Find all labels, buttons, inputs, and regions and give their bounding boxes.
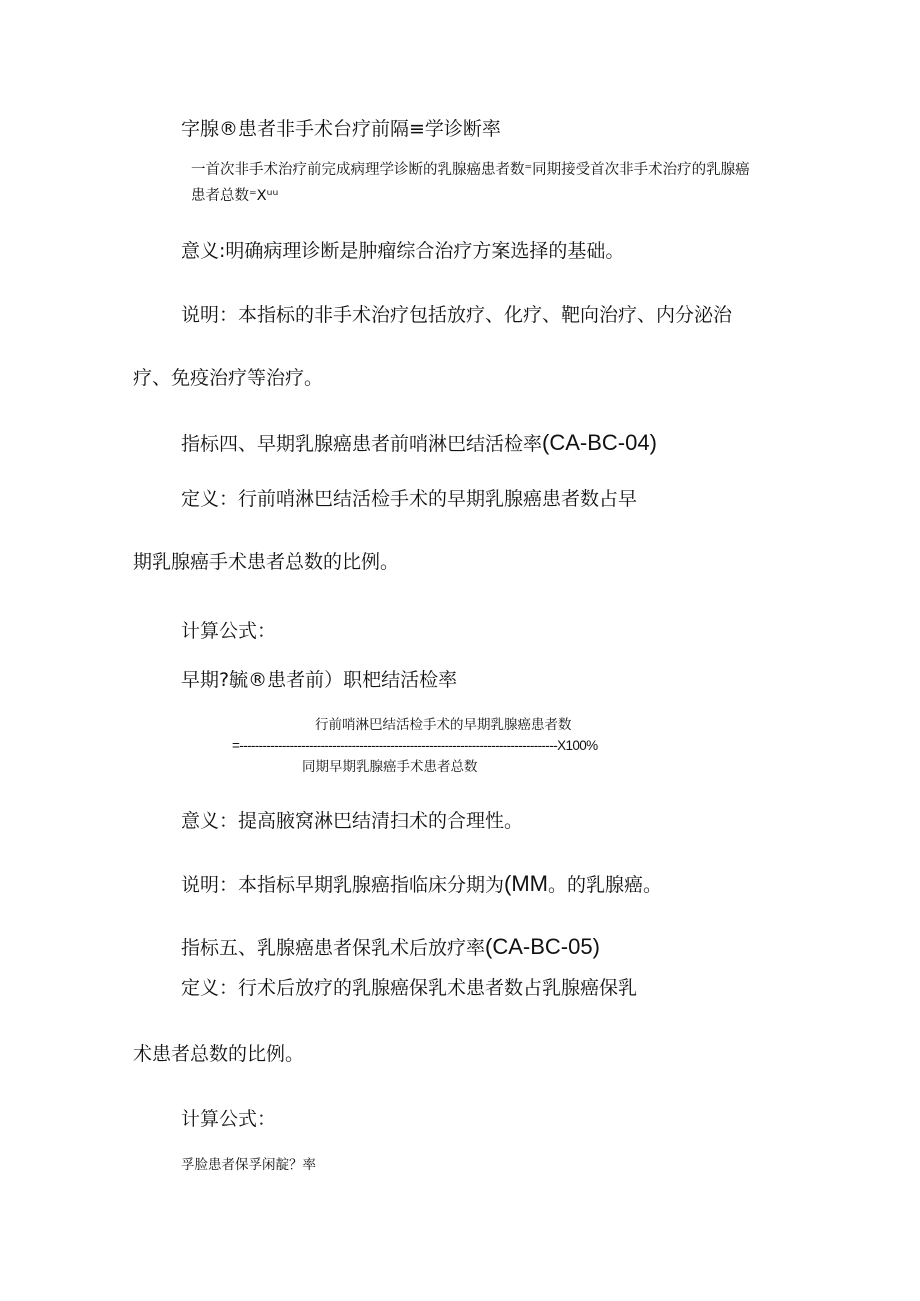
note-paragraph	[181, 873, 662, 895]
definition-paragraph: 术患者总数的比例。	[133, 1043, 305, 1065]
formula-label: 计算公式：	[181, 1108, 277, 1130]
formula-name: 早期?毓®患者前）职杷结活检率	[181, 669, 458, 691]
formula-numerator: 行前哨淋巴结活检手术的早期乳腺癌患者数	[315, 717, 572, 733]
note-text: 说明：本指标早期乳腺癌指临床分期为	[181, 874, 505, 896]
indicator-code: (CA-BC-04)	[542, 430, 657, 455]
formula-name: 孚脸患者保孚闲靛？率	[181, 1157, 316, 1173]
indicator-heading	[181, 432, 657, 454]
indicator-title: 指标五、乳腺癌患者保乳术后放疗率	[181, 937, 486, 959]
meaning-paragraph: 意义:明确病理诊断是肿瘤综合治疗方案选择的基础。	[181, 240, 625, 262]
formula-denominator: 同期早期乳腺癌手术患者总数	[302, 759, 478, 775]
formula-text-line: 一首次非手术治疗前完成病理学诊断的乳腺癌患者数⁼同期接受首次非手术治疗的乳腺癌	[191, 162, 750, 178]
note-paragraph: 说明：本指标的非手术治疗包括放疗、化疗、靶向治疗、内分泌治	[181, 304, 733, 326]
indicator-heading	[181, 936, 600, 958]
formula-fraction-line: =----------------------------------------------------------------------------------X100%	[232, 738, 598, 753]
definition-paragraph: 定义：行术后放疗的乳腺癌保乳术患者数占乳腺癌保乳	[181, 977, 638, 999]
formula-text-line: 患者总数⁼Xᵘᵘ	[191, 188, 279, 204]
indicator-code: (CA-BC-05)	[485, 934, 600, 959]
formula-title: 字腺®患者非手术台疗前隔≡学诊断率	[181, 118, 501, 140]
definition-paragraph: 定义：行前哨淋巴结活检手术的早期乳腺癌患者数占早	[181, 488, 638, 510]
indicator-title: 指标四、早期乳腺癌患者前哨淋巴结活检率	[181, 433, 543, 455]
meaning-paragraph: 意义：提高腋窝淋巴结清扫术的合理性。	[181, 810, 524, 832]
note-text: 。的乳腺癌。	[548, 874, 663, 896]
definition-paragraph: 期乳腺癌手术患者总数的比例。	[133, 551, 400, 573]
formula-label: 计算公式：	[181, 620, 277, 642]
stage-text: (MM	[504, 871, 548, 896]
note-paragraph: 疗、免疫治疗等治疗。	[133, 367, 324, 389]
